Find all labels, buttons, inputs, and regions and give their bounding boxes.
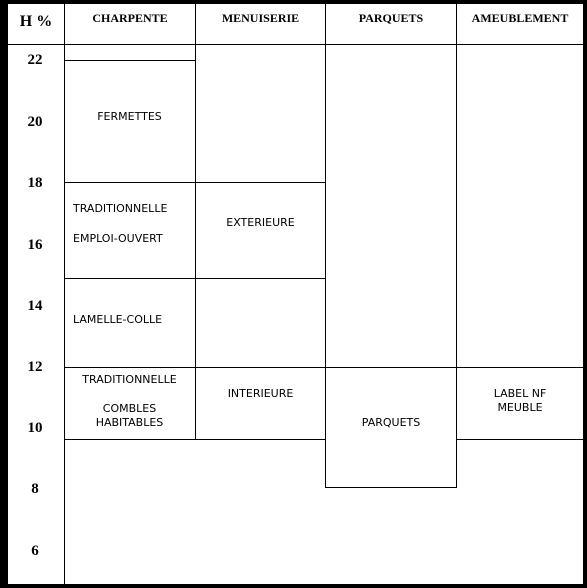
tick-label: 8 xyxy=(31,481,39,497)
axis-band xyxy=(4,4,8,584)
cell-combles: COMBLES xyxy=(102,402,157,415)
cell-exterieure: EXTERIEURE xyxy=(226,216,295,229)
column-header-ameublement: AMEUBLEMENT xyxy=(471,11,569,25)
line-h12 xyxy=(64,367,583,368)
cell-parquets: PARQUETS xyxy=(361,416,421,429)
divider-axis-charpente xyxy=(64,4,65,584)
tick-label: 14 xyxy=(27,298,43,314)
tick-label: 22 xyxy=(27,52,43,68)
line-h18 xyxy=(64,182,326,183)
cell-lamelle-colle: LAMELLE-COLLE xyxy=(73,313,163,326)
line-h15 xyxy=(64,278,326,279)
tick-label: 16 xyxy=(27,237,43,253)
axis-title: H % xyxy=(19,13,53,30)
line-parquets-bottom xyxy=(325,487,457,488)
line-h10-right xyxy=(456,439,583,440)
cell-traditionnelle-ext: TRADITIONNELLE xyxy=(73,202,168,215)
column-header-menuiserie: MENUISERIE xyxy=(221,11,300,25)
tick-label: 18 xyxy=(27,175,43,191)
divider-parquets-ameublement xyxy=(456,4,457,488)
cell-meuble: MEUBLE xyxy=(497,401,543,414)
cell-label-nf: LABEL NF xyxy=(493,387,547,400)
column-header-charpente: CHARPENTE xyxy=(92,11,168,25)
line-h22 xyxy=(64,60,195,61)
tick-label: 10 xyxy=(27,420,43,436)
cell-interieure: INTERIEURE xyxy=(227,387,294,400)
cell-fermettes: FERMETTES xyxy=(97,110,162,123)
cell-traditionnelle-int: TRADITIONNELLE xyxy=(82,373,177,386)
tick-label: 12 xyxy=(27,359,43,375)
line-h10-left xyxy=(64,439,326,440)
column-header-parquets: PARQUETS xyxy=(358,11,424,25)
tick-label: 20 xyxy=(27,114,43,130)
header-underline xyxy=(4,44,583,45)
tick-label: 6 xyxy=(31,543,39,559)
cell-habitables: HABITABLES xyxy=(95,416,164,429)
cell-emploi-ouvert: EMPLOI-OUVERT xyxy=(73,232,163,245)
